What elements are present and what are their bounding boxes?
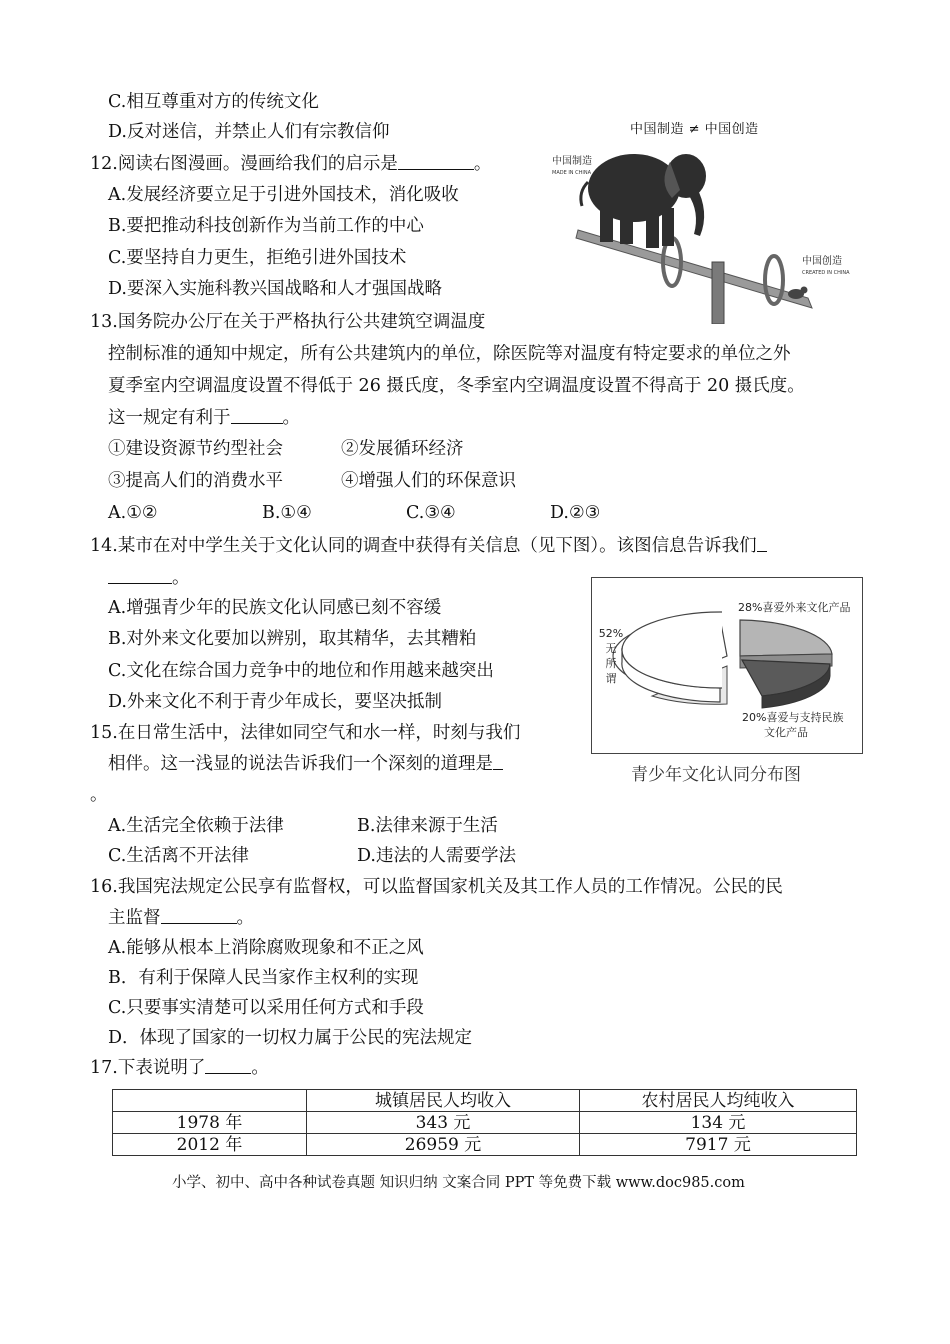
q15-line-3: 。 xyxy=(90,785,108,805)
table-cell: 134 元 xyxy=(580,1112,857,1134)
page-footer: 小学、初中、高中各种试卷真题 知识归纳 文案合同 PPT 等免费下载 www.doc985.com xyxy=(172,1175,745,1191)
table-cell: 2012 年 xyxy=(113,1134,307,1156)
q14-option-c: C.文化在综合国力竞争中的地位和作用越来越突出 xyxy=(108,661,494,681)
q13-option-c: C.③④ xyxy=(406,503,456,523)
q12-option-d: D.要深入实施科教兴国战略和人才强国战略 xyxy=(108,279,442,299)
q16-option-d: D．体现了国家的一切权力属于公民的宪法规定 xyxy=(108,1028,473,1048)
q15-option-b: B.法律来源于生活 xyxy=(357,816,498,836)
pie-slice-28 xyxy=(740,620,832,656)
table-cell: 26959 元 xyxy=(307,1134,580,1156)
table-header-cell xyxy=(113,1090,307,1112)
q16-line-2: 主监督 。 xyxy=(108,908,254,928)
q13-item-4: ④增强人们的环保意识 xyxy=(341,471,516,491)
cartoon-right-sub: CREATED IN CHINA xyxy=(802,270,850,276)
cartoon-left-sub: MADE IN CHINA xyxy=(552,170,592,176)
cartoon-right-label: 中国创造 xyxy=(802,256,842,267)
pie-label-52-char3: 谓 xyxy=(605,672,617,685)
q13-option-d: D.②③ xyxy=(550,503,601,523)
q13-item-2: ②发展循环经济 xyxy=(341,439,464,459)
pie-chart-title: 青少年文化认同分布图 xyxy=(631,765,801,785)
q16-line-1: 16.我国宪法规定公民享有监督权，可以监督国家机关及其工作人员的工作情况。公民的民 xyxy=(90,877,783,897)
seesaw-cartoon xyxy=(548,112,874,324)
q14-stem-end: 。 xyxy=(108,567,190,589)
seesaw-post xyxy=(712,262,724,324)
cartoon-left-label: 中国制造 xyxy=(552,156,592,167)
q12-stem: 12.阅读右图漫画。漫画给我们的启示是 。 xyxy=(90,154,492,174)
q12-option-c: C.要坚持自力更生，拒绝引进外国技术 xyxy=(108,248,407,268)
pie-label-52 xyxy=(596,626,626,686)
q16-option-c: C.只要事实清楚可以采用任何方式和手段 xyxy=(108,998,424,1018)
q14-option-b: B.对外来文化要加以辨别，取其精华，去其糟粕 xyxy=(108,629,477,649)
pie-label-20-line2: 文化产品 xyxy=(764,726,808,739)
table-cell: 343 元 xyxy=(307,1112,580,1134)
q13-line-2: 控制标准的通知中规定，所有公共建筑内的单位，除医院等对温度有特定要求的单位之外 xyxy=(108,344,791,364)
q12-option-a: A.发展经济要立足于引进外国技术，消化吸收 xyxy=(108,185,459,205)
q13-line-1: 13.国务院办公厅在关于严格执行公共建筑空调温度 xyxy=(90,312,486,332)
q12-option-b: B.要把推动科技创新作为当前工作的中心 xyxy=(108,216,424,236)
table-header-row xyxy=(113,1090,857,1112)
pie-label-52-char1: 无 xyxy=(605,642,617,655)
elephant-icon xyxy=(581,154,706,248)
q15-line-1: 15.在日常生活中，法律如同空气和水一样，时刻与我们 xyxy=(90,723,521,743)
q15-line-2: 相伴。这一浅显的说法告诉我们一个深刻的道理是 xyxy=(108,753,503,775)
q14-option-d: D.外来文化不利于青少年成长，要坚决抵制 xyxy=(108,692,442,712)
cartoon-title: 中国制造 ≠ 中国创造 xyxy=(630,122,759,137)
pie-label-20 xyxy=(742,710,843,740)
q15-option-c: C.生活离不开法律 xyxy=(108,846,249,866)
pie-chart-frame xyxy=(591,577,863,754)
q17-stem: 17.下表说明了 。 xyxy=(90,1058,269,1078)
q13-line-4: 这一规定有利于 。 xyxy=(108,408,300,428)
table-header-cell: 城镇居民人均收入 xyxy=(307,1090,580,1112)
table-row xyxy=(113,1112,857,1134)
table-header-cell: 农村居民人均纯收入 xyxy=(580,1090,857,1112)
q13-option-b: B.①④ xyxy=(262,503,312,523)
q14-stem: 14.某市在对中学生关于文化认同的调查中获得有关信息（见下图）。该图信息告诉我们 xyxy=(90,535,767,557)
table-cell: 7917 元 xyxy=(580,1134,857,1156)
q16-option-a: A.能够从根本上消除腐败现象和不正之风 xyxy=(108,938,424,958)
q15-option-a: A.生活完全依赖于法律 xyxy=(108,816,284,836)
q11-option-d: D.反对迷信，并禁止人们有宗教信仰 xyxy=(108,122,390,142)
table-row xyxy=(113,1134,857,1156)
q11-option-c: C.相互尊重对方的传统文化 xyxy=(108,92,319,112)
pie-label-52-char2: 所 xyxy=(605,657,617,670)
pie-label-28: 28%喜爱外来文化产品 xyxy=(738,601,851,614)
q13-option-a: A.①② xyxy=(108,503,158,523)
q13-line-3: 夏季室内空调温度设置不得低于 26 摄氏度，冬季室内空调温度设置不得高于 20 摄氏度。 xyxy=(108,376,805,396)
q13-item-1: ①建设资源节约型社会 xyxy=(108,439,283,459)
table-cell: 1978 年 xyxy=(113,1112,307,1134)
pie-label-52-value: 52% xyxy=(598,627,624,640)
q13-item-3: ③提高人们的消费水平 xyxy=(108,471,283,491)
q14-option-a: A.增强青少年的民族文化认同感已刻不容缓 xyxy=(108,598,442,618)
pie-label-20-line1: 20%喜爱与支持民族 xyxy=(742,711,844,724)
q15-option-d: D.违法的人需要学法 xyxy=(357,846,516,866)
q16-option-b: B．有利于保障人民当家作主权利的实现 xyxy=(108,968,419,988)
income-table xyxy=(112,1089,857,1156)
